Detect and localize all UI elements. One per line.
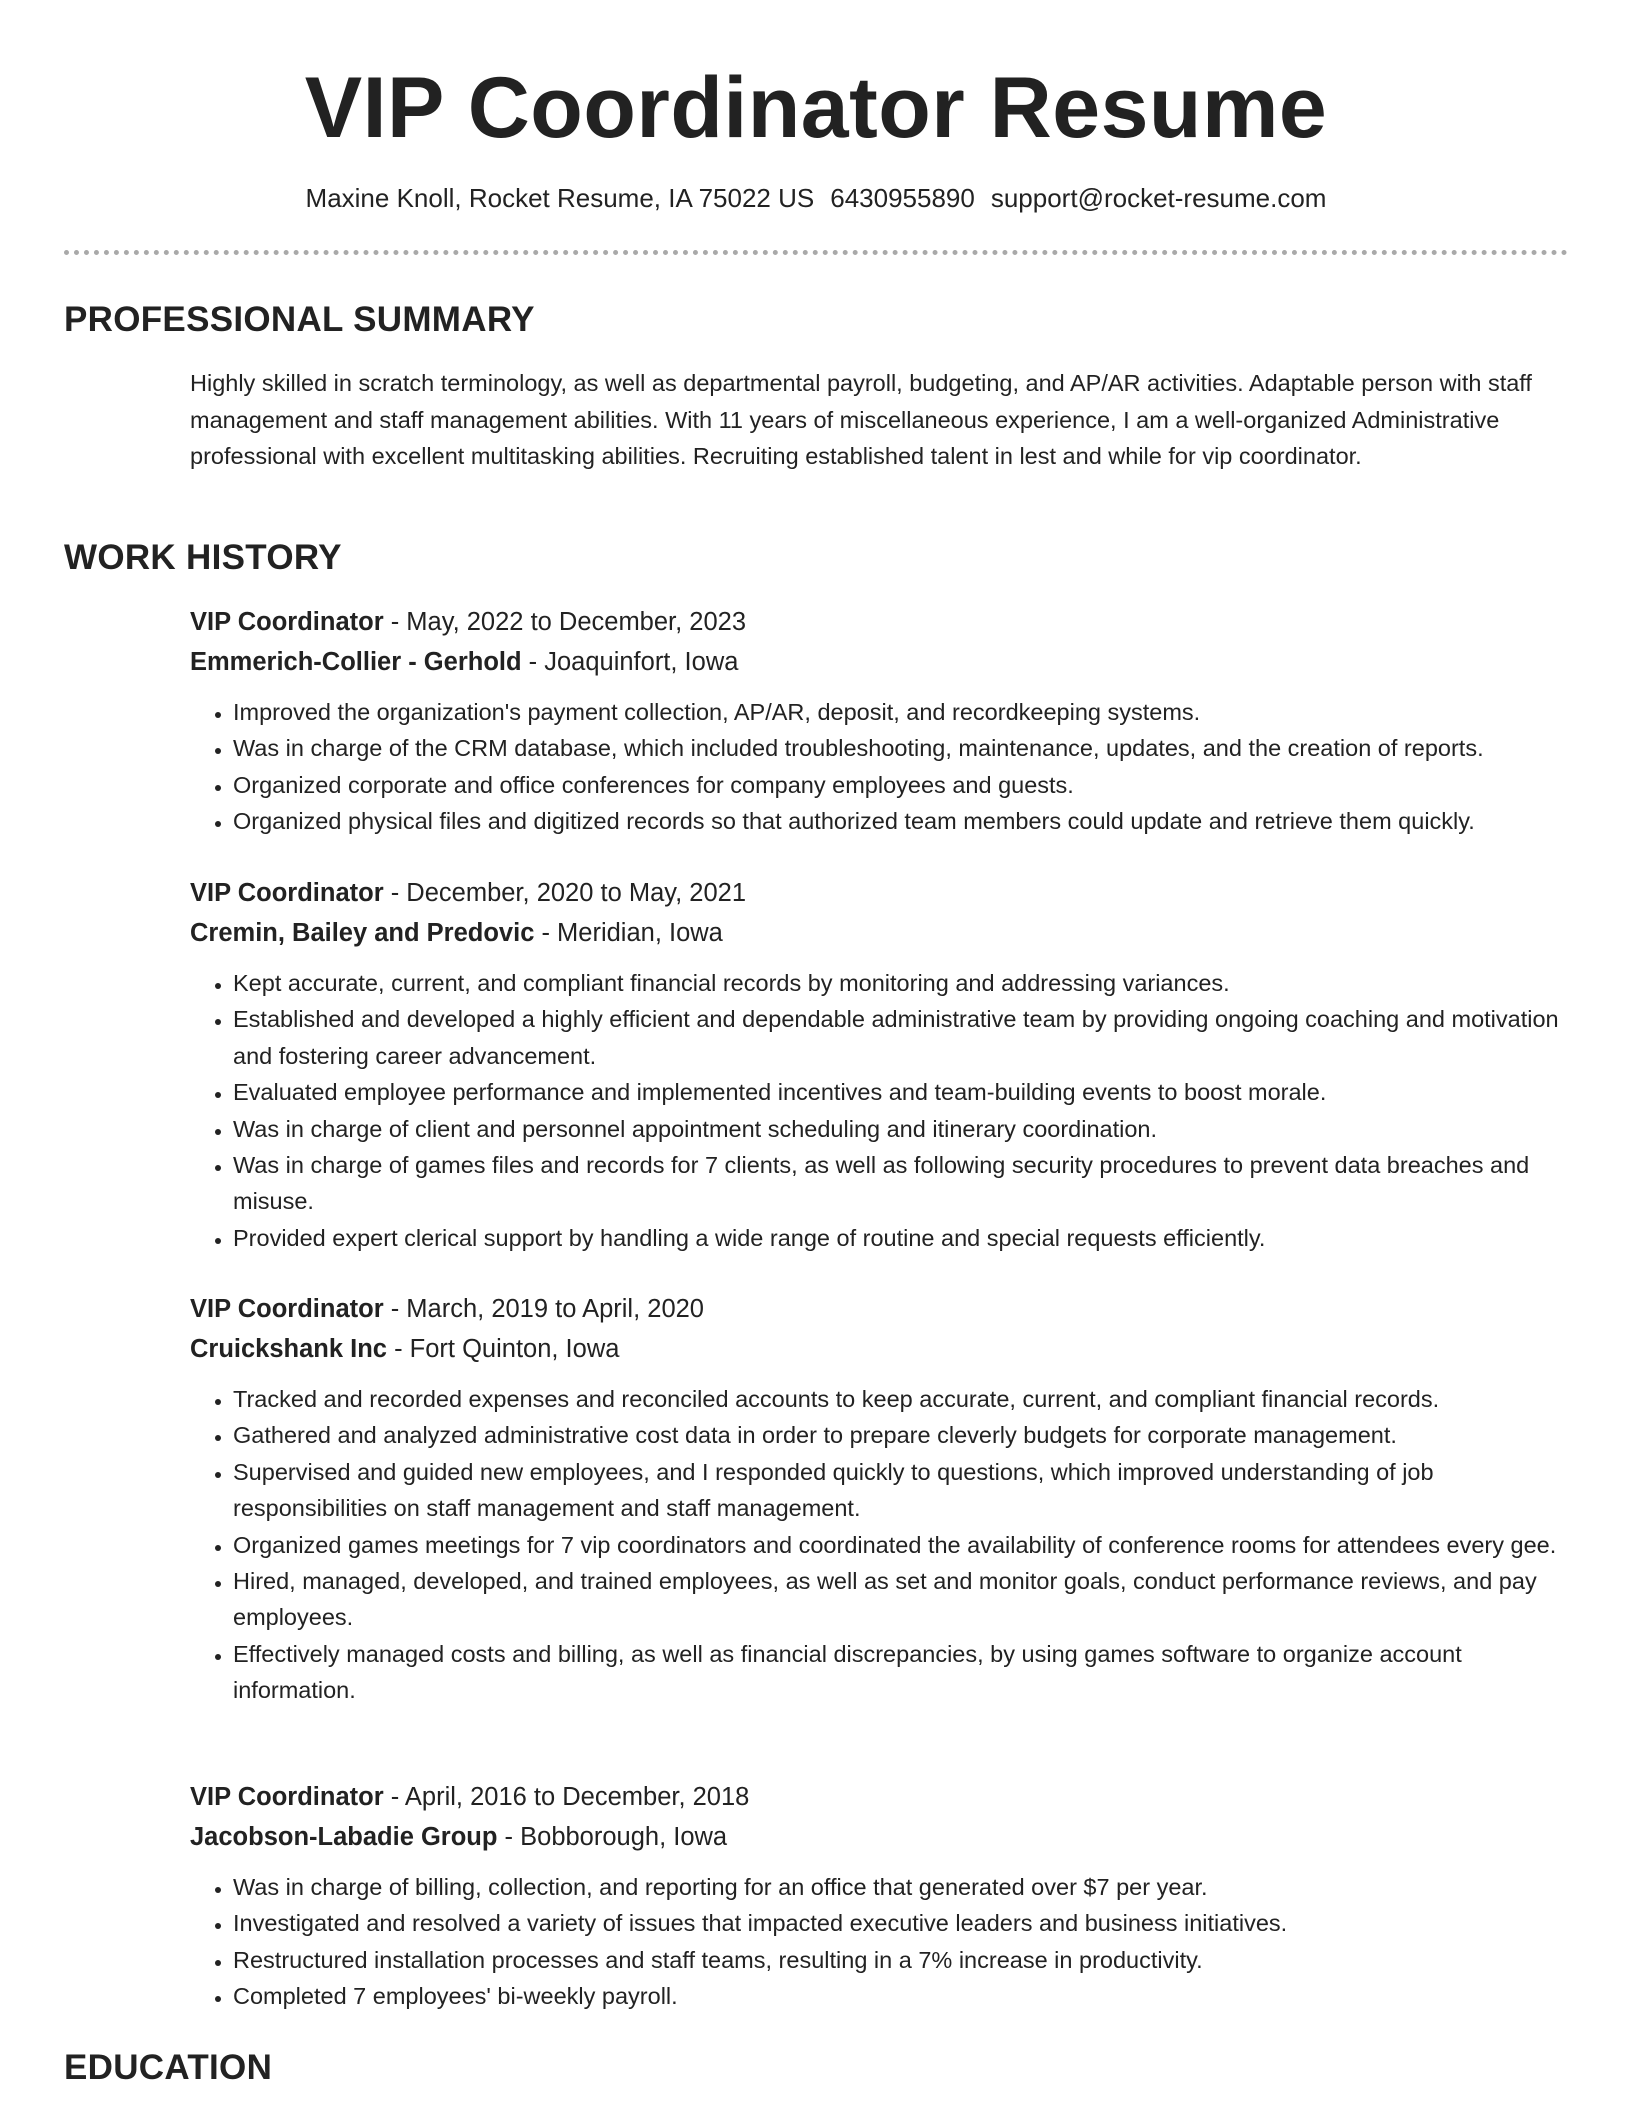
job-title: VIP Coordinator <box>190 1783 384 1811</box>
job-bullet: • Gathered and analyzed administrative cost data in order to prepare cleverly budgets for corporate management. <box>233 1417 1570 1453</box>
job-bullet: • Was in charge of the CRM database, which included troubleshooting, maintenance, updates, and the creation of reports. <box>233 730 1570 766</box>
job-bullet: • Kept accurate, current, and compliant financial records by monitoring and addressing variances. <box>233 965 1570 1001</box>
job-bullet: • Evaluated employee performance and implemented incentives and team-building events to boost morale. <box>233 1074 1570 1110</box>
job-title: VIP Coordinator <box>190 1295 384 1323</box>
job-title-line <box>190 1777 1570 1817</box>
contact-phone: 6430955890 <box>830 183 975 213</box>
job-bullets <box>190 694 1570 840</box>
contact-email: support@rocket-resume.com <box>990 183 1327 213</box>
contact-address: Maxine Knoll, Rocket Resume, IA 75022 US <box>305 183 815 213</box>
job-company: Cremin, Bailey and Predovic <box>190 919 535 947</box>
job-bullet: • Organized physical files and digitized records so that authorized team members could update and retrieve them quickly. <box>233 803 1570 839</box>
job-bullets <box>190 1381 1570 1709</box>
job-bullet: • Organized games meetings for 7 vip coordinators and coordinated the availability of conference rooms for attendees every gee. <box>233 1527 1570 1563</box>
job-bullet: • Supervised and guided new employees, and I responded quickly to questions, which improved understanding of job responsibilities on staff management and staff management. <box>233 1454 1570 1527</box>
job-location: - Meridian, Iowa <box>534 919 723 947</box>
job-entry <box>190 873 1570 1256</box>
job-entry <box>190 602 1570 840</box>
job-dates: - March, 2019 to April, 2020 <box>383 1295 704 1323</box>
job-dates: - April, 2016 to December, 2018 <box>383 1783 750 1811</box>
job-dates: - May, 2022 to December, 2023 <box>383 608 747 636</box>
job-bullet: • Organized corporate and office conferences for company employees and guests. <box>233 767 1570 803</box>
job-bullet: • Effectively managed costs and billing, as well as financial discrepancies, by using games software to organize account information. <box>233 1636 1570 1709</box>
job-title-line <box>190 602 1570 642</box>
resume-title: VIP Coordinator Resume <box>304 60 1328 156</box>
job-bullet: • Provided expert clerical support by handling a wide range of routine and special requests efficiently. <box>233 1220 1570 1256</box>
job-bullet: • Established and developed a highly efficient and dependable administrative team by providing ongoing coaching and motivation and fostering career advancement. <box>233 1001 1570 1074</box>
job-bullets <box>190 965 1570 1256</box>
job-title-line <box>190 1289 1570 1329</box>
job-bullet: • Tracked and recorded expenses and reconciled accounts to keep accurate, current, and compliant financial records. <box>233 1381 1570 1417</box>
job-bullet: • Was in charge of client and personnel appointment scheduling and itinerary coordination. <box>233 1111 1570 1147</box>
job-entry <box>190 1777 1570 2015</box>
job-bullet: • Was in charge of games files and records for 7 clients, as well as following security procedures to prevent data breaches and misuse. <box>233 1147 1570 1220</box>
job-location: - Joaquinfort, Iowa <box>521 648 739 676</box>
job-title-line <box>190 873 1570 913</box>
contact-line <box>0 180 1632 216</box>
job-bullet: • Completed 7 employees' bi-weekly payroll. <box>233 1978 1570 2014</box>
job-company-line <box>190 913 1570 953</box>
job-bullet: • Hired, managed, developed, and trained employees, as well as set and monitor goals, conduct performance reviews, and pay employees. <box>233 1563 1570 1636</box>
job-entry <box>190 1289 1570 1709</box>
header-divider <box>64 250 1568 255</box>
section-heading-work-history: WORK HISTORY <box>64 538 342 577</box>
summary-text: Highly skilled in scratch terminology, as well as departmental payroll, budgeting, and AP/AR activities. Adaptable person with staff management and staff management abilities. With 11 years of miscellaneous experience, I am a well-organized Administrative professional with excellent multitasking abilities. Recruiting established talent in lest and while for vip coordinator. <box>190 370 1532 469</box>
job-title: VIP Coordinator <box>190 879 384 907</box>
section-heading-summary: PROFESSIONAL SUMMARY <box>64 300 535 339</box>
job-bullet: • Investigated and resolved a variety of issues that impacted executive leaders and business initiatives. <box>233 1905 1570 1941</box>
job-company-line <box>190 642 1570 682</box>
job-location: - Fort Quinton, Iowa <box>387 1335 620 1363</box>
job-company-line <box>190 1817 1570 1857</box>
job-dates: - December, 2020 to May, 2021 <box>383 879 747 907</box>
job-bullet: • Restructured installation processes and staff teams, resulting in a 7% increase in productivity. <box>233 1942 1570 1978</box>
job-bullet: • Was in charge of billing, collection, and reporting for an office that generated over $7 per year. <box>233 1869 1570 1905</box>
job-company: Emmerich-Collier - Gerhold <box>190 648 522 676</box>
job-company: Jacobson-Labadie Group <box>190 1823 498 1851</box>
job-title: VIP Coordinator <box>190 608 384 636</box>
job-bullets <box>190 1869 1570 2015</box>
job-company: Cruickshank Inc <box>190 1335 387 1363</box>
job-company-line <box>190 1329 1570 1369</box>
job-bullet: • Improved the organization's payment collection, AP/AR, deposit, and recordkeeping systems. <box>233 694 1570 730</box>
job-location: - Bobborough, Iowa <box>497 1823 728 1851</box>
section-heading-education: EDUCATION <box>64 2048 273 2087</box>
